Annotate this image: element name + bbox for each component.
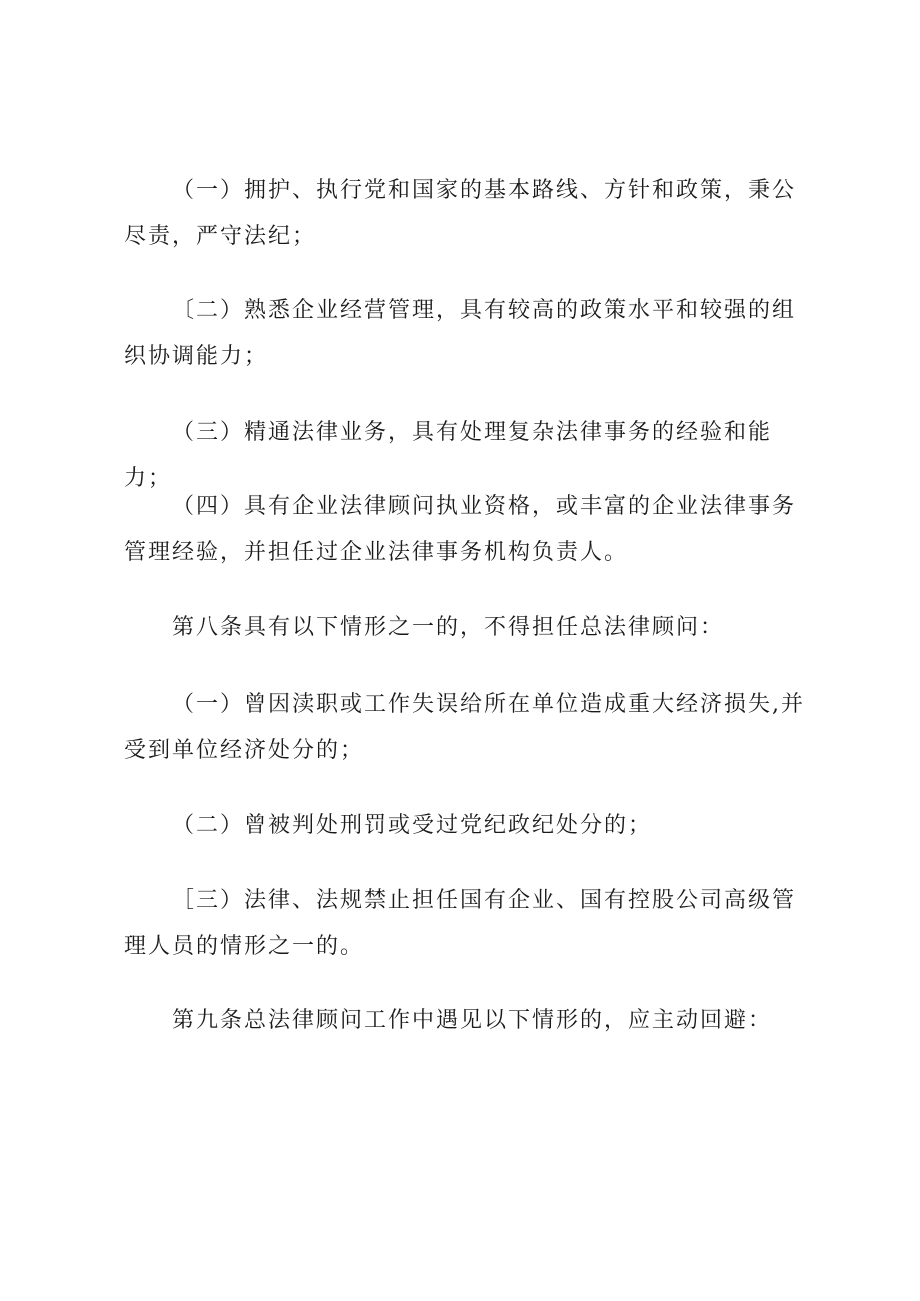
paragraph-item-1: （一）拥护、执行党和国家的基本路线、方针和政策，秉公尽责，严守法纪； <box>124 178 797 249</box>
paragraph-item-8: ［三）法律、法规禁止担任国有企业、国有控股公司高级管理人员的情形之一的。 <box>124 888 797 959</box>
paragraph-item-2: 〔二）熟悉企业经营管理，具有较高的政策水平和较强的组织协调能力； <box>124 298 797 369</box>
article-9-heading: 第九条总法律顾问工作中遇见以下情形的，应主动回避： <box>172 1008 773 1033</box>
paragraph-item-3: （三）精通法律业务，具有处理复杂法律事务的经验和能力； <box>124 420 773 491</box>
paragraph-item-6: （一）曾因渎职或工作失误给所在单位造成重大经济损失,并受到单位经济处分的； <box>124 692 805 763</box>
paragraph-item-4: （四）具有企业法律顾问执业资格，或丰富的企业法律事务管理经验，并担任过企业法律事务机构负责人。 <box>124 494 797 565</box>
article-8-heading: 第八条具有以下情形之一的，不得担任总法律顾问： <box>172 615 725 640</box>
paragraph-item-7: （二）曾被判处刑罚或受过党纪政纪处分的； <box>172 813 653 838</box>
